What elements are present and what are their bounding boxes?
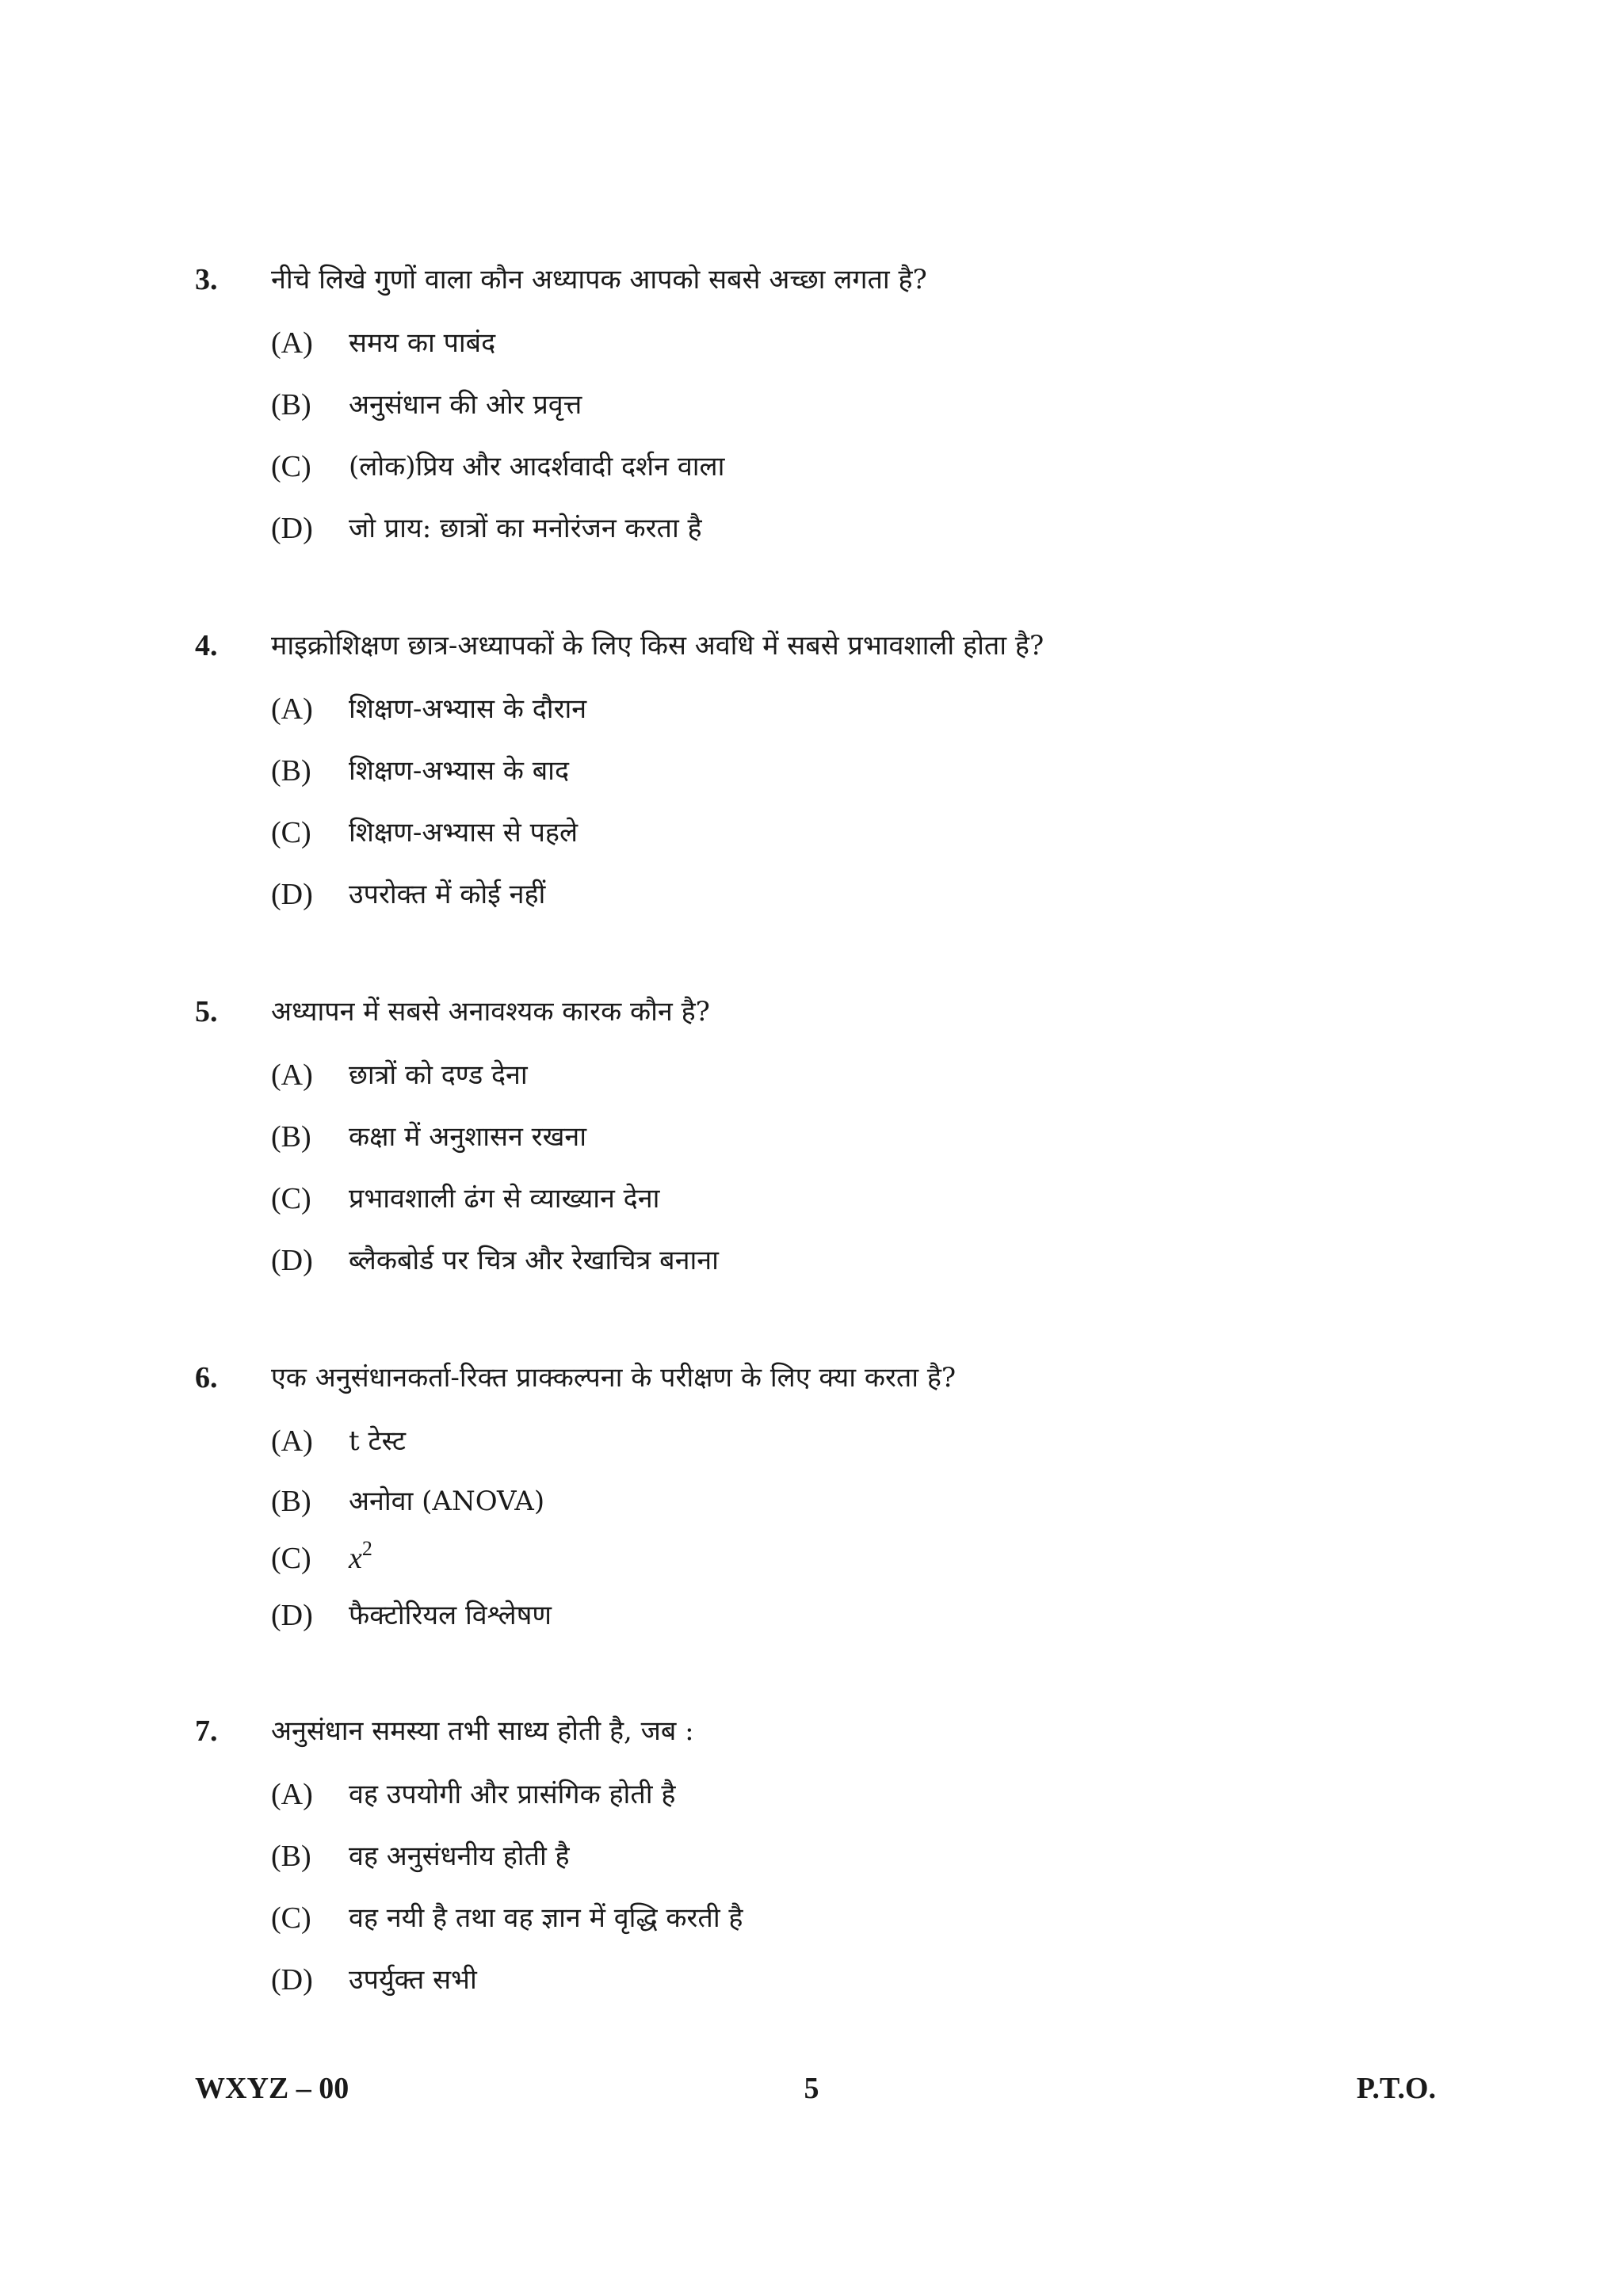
option-a (0, 689, 1623, 729)
question-text: अध्यापन में सबसे अनावश्यक कारक कौन है? (271, 996, 710, 1028)
option-text (349, 1539, 372, 1579)
option-label: (A) (271, 326, 313, 360)
option-label: (D) (271, 512, 313, 545)
question-number: 5. (195, 995, 218, 1028)
option-label: (A) (271, 1425, 313, 1458)
option-label: (B) (271, 1120, 311, 1154)
question-number: 4. (195, 629, 218, 662)
option-text: वह उपयोगी और प्रासंगिक होती है (349, 1779, 676, 1810)
question-text: माइक्रोशिक्षण छात्र-अध्यापकों के लिए किस अवधि में सबसे प्रभावशाली होता है? (271, 630, 1044, 662)
option-label: (D) (271, 1599, 313, 1632)
question-number: 6. (195, 1361, 218, 1394)
page-number: 5 (804, 2072, 819, 2105)
option-label: (C) (271, 450, 311, 483)
option-c (0, 1539, 1623, 1578)
option-text: उपर्युक्त सभी (349, 1964, 477, 1996)
option-text: ब्लैकबोर्ड पर चित्र और रेखाचित्र बनाना (349, 1245, 719, 1276)
option-text: शिक्षण-अभ्यास के दौरान (349, 693, 587, 725)
option-label: (C) (271, 1542, 311, 1575)
option-label: (C) (271, 1901, 311, 1935)
option-text: t टेस्ट (349, 1425, 406, 1457)
option-label: (D) (271, 1963, 313, 1997)
option-text: फैक्टोरियल विश्लेषण (349, 1600, 552, 1631)
option-c (0, 447, 1623, 486)
option-a (0, 1775, 1623, 1814)
option-label: (D) (271, 1244, 313, 1277)
option-text: कक्षा में अनुशासन रखना (349, 1121, 587, 1153)
option-d (0, 1596, 1623, 1635)
option-d (0, 509, 1623, 548)
option-label: (B) (271, 1485, 311, 1518)
option-d (0, 1241, 1623, 1280)
option-text: वह अनुसंधनीय होती है (349, 1840, 570, 1872)
option-text: शिक्षण-अभ्यास के बाद (349, 755, 570, 787)
option-text: जो प्राय: छात्रों का मनोरंजन करता है (349, 513, 702, 544)
option-label: (B) (271, 754, 311, 788)
option-b (0, 385, 1623, 425)
option-text: शिक्षण-अभ्यास से पहले (349, 817, 579, 849)
question-number: 3. (195, 263, 218, 296)
math-superscript: 2 (361, 1537, 372, 1560)
question-text: एक अनुसंधानकर्ता-रिक्त प्राक्कल्पना के परीक्षण के लिए क्या करता है? (271, 1362, 957, 1394)
option-c (0, 1179, 1623, 1219)
option-a (0, 323, 1623, 363)
option-label: (A) (271, 692, 313, 726)
option-c (0, 813, 1623, 852)
option-b (0, 1117, 1623, 1157)
option-label: (C) (271, 816, 311, 849)
math-variable: x (349, 1542, 362, 1575)
option-b (0, 1482, 1623, 1521)
option-b (0, 751, 1623, 791)
question-text: अनुसंधान समस्या तभी साध्य होती है, जब : (271, 1715, 694, 1747)
option-label: (A) (271, 1058, 313, 1092)
option-label: (C) (271, 1182, 311, 1215)
paper-code: WXYZ – 00 (195, 2072, 349, 2105)
option-label: (B) (271, 1840, 311, 1873)
option-label: (B) (271, 388, 311, 421)
option-text: उपरोक्त में कोई नहीं (349, 879, 546, 910)
option-text: अनोवा (ANOVA) (349, 1486, 545, 1517)
option-text: (लोक)प्रिय और आदर्शवादी दर्शन वाला (349, 451, 725, 482)
question-number: 7. (195, 1714, 218, 1748)
option-a (0, 1055, 1623, 1095)
option-d (0, 875, 1623, 914)
pto-label: P.T.O. (1356, 2072, 1436, 2105)
option-b (0, 1836, 1623, 1876)
page-footer (0, 2065, 1623, 2112)
option-text: अनुसंधान की ओर प्रवृत्त (349, 389, 582, 421)
option-a (0, 1421, 1623, 1461)
option-label: (A) (271, 1778, 313, 1811)
option-label: (D) (271, 878, 313, 911)
option-c (0, 1898, 1623, 1938)
question-text: नीचे लिखे गुणों वाला कौन अध्यापक आपको सबसे अच्छा लगता है? (271, 264, 927, 296)
option-text: छात्रों को दण्ड देना (349, 1059, 528, 1091)
option-d (0, 1960, 1623, 2000)
option-text: प्रभावशाली ढंग से व्याख्यान देना (349, 1183, 660, 1215)
option-text: वह नयी है तथा वह ज्ञान में वृद्धि करती है (349, 1902, 743, 1934)
option-text: समय का पाबंद (349, 327, 496, 359)
